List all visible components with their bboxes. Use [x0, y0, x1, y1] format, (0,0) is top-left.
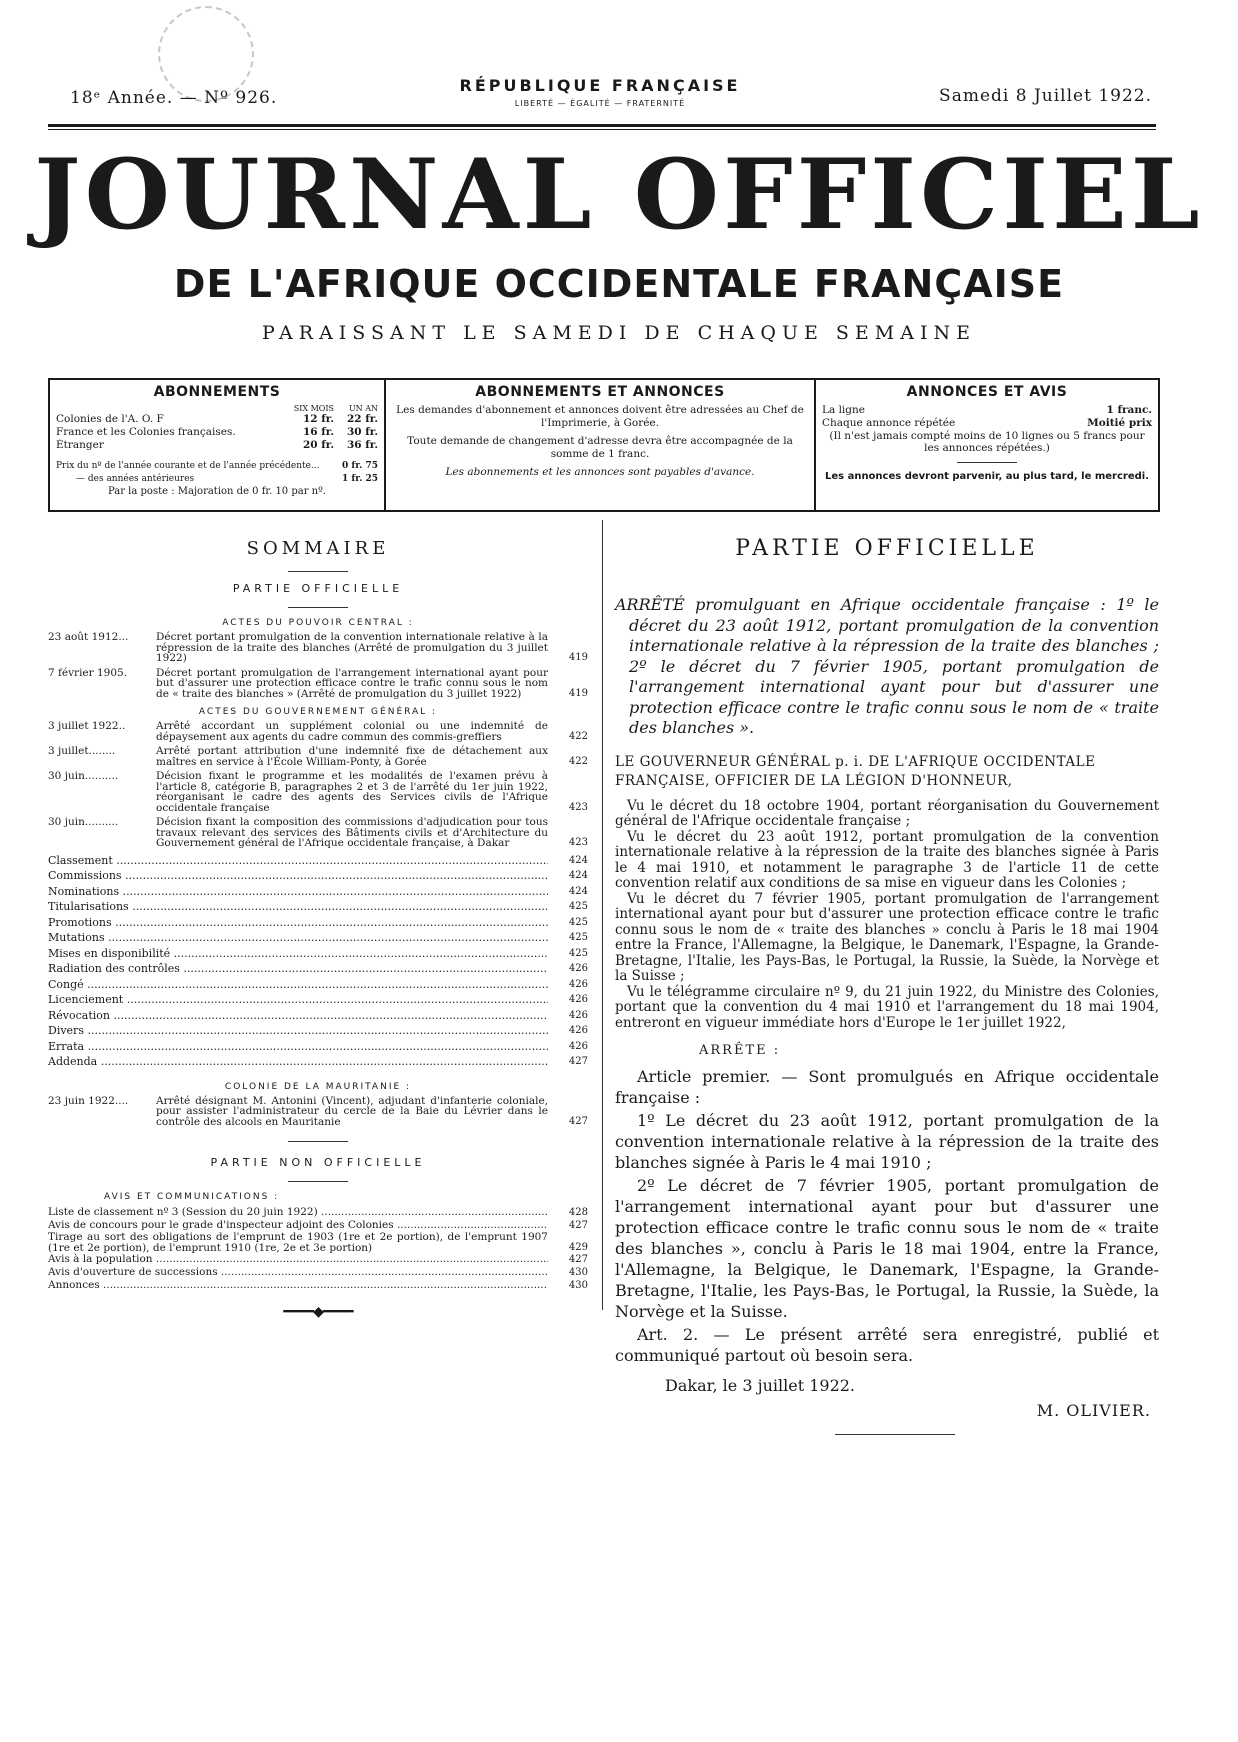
entry-date: 7 février 1905. [48, 666, 128, 679]
avis-heading: AVIS ET COMMUNICATIONS : [104, 1192, 280, 1202]
entry-text: Décret portant promulgation de la convention internationale relative à la répression de la traite des blanches (Arrêté de promulgation du 3 juillet 1922) [156, 631, 548, 664]
demandes-text: Les demandes d'abonnement et annonces doivent être adressées au Chef de l'Imprimerie, à Gorée. [396, 404, 804, 429]
item-page: 424 [568, 885, 588, 897]
sommaire-item[interactable] [48, 946, 588, 962]
sommaire-item[interactable] [48, 884, 588, 900]
sommaire-item[interactable] [48, 1023, 588, 1039]
abonnements-annonces-heading: ABONNEMENTS ET ANNONCES [475, 384, 725, 400]
annonces-note: (Il n'est jamais compté moins de 10 lignes ou 5 francs pour les annonces répétées.) [829, 430, 1145, 454]
item-page: 424 [568, 870, 588, 881]
prix-val: 1 fr. 25 [342, 474, 378, 484]
vu-paragraph: Vu le décret du 18 octobre 1904, portant réorganisation du Gouvernement général de l'Afrique occidentale française ; [615, 797, 1159, 829]
entry-text: Décision fixant la composition des commissions d'adjudication pour tous travaux relevant des services des Bâtiments civils et d'Architecture du Gouvernement général de l'Afrique occidentale française, à Dakar [156, 816, 548, 849]
sommaire-entry[interactable] [48, 721, 588, 742]
entry-text: Arrêté désignant M. Antonini (Vincent), adjudant d'infanterie coloniale, pour assister l'administrateur du cercle de la Baie du Lévrier dans le contrôle des alcools en Mauritanie [156, 1094, 548, 1128]
signature: M. OLIVIER. [1036, 1401, 1151, 1420]
col-un-an: UN AN [348, 404, 378, 413]
row-six: 12 fr. [302, 413, 334, 425]
section-rule [288, 607, 348, 608]
repetee-row [822, 417, 1152, 430]
entry-text: Arrêté accordant un supplément colonial ou une indemnité de dépaysement aux agents du cadre commun des commis-greffiers [156, 720, 548, 743]
entry-page: 422 [568, 730, 588, 742]
journal-title: JOURNAL OFFICIEL [34, 138, 1204, 251]
prix-row [56, 473, 378, 486]
articles [615, 1066, 1159, 1366]
entry-page: 427 [568, 1115, 588, 1127]
sommaire-item[interactable] [48, 853, 588, 869]
abonnements-col-headers [56, 404, 378, 413]
avis-page: 427 [568, 1220, 588, 1231]
ligne-label: La ligne [822, 404, 865, 416]
entry-text: Décret portant promulgation de l'arrangement international ayant pour but d'assurer une protection efficace contre le trafic connu sous le nom de « traite des blanches » (Arrêté de promulgation du 3 juillet 1922) [156, 666, 548, 700]
item-page: 425 [568, 901, 588, 912]
arrete-title: ARRÊTÉ promulguant en Afrique occidentale française : 1º le décret du 23 août 1912, portant promulgation de la convention internationale relative à la répression de la traite des blanches ; 2º le décret du 7 février 1905, portant promulgation de l'arrangement international ayant pour but d'assurer une protection efficace contre le trafic connu sous le nom de « traite des blanches ». [615, 595, 1159, 737]
avis-page: 428 [568, 1207, 588, 1218]
avis-label: Avis de concours pour le grade d'inspecteur adjoint des Colonies ..... [48, 1219, 548, 1232]
avis-label: Avis d'ouverture de successions ..... [48, 1266, 548, 1279]
article-paragraph: Article premier. — Sont promulgués en Afrique occidentale française : [615, 1067, 1159, 1107]
ligne-row [822, 404, 1152, 417]
sommaire-item[interactable] [48, 992, 588, 1008]
prix-label: Prix du nº de l'année courante et de l'année précédente... [56, 461, 320, 471]
actes-gouv-heading: ACTES DU GOUVERNEMENT GÉNÉRAL : [198, 707, 438, 717]
entry-text: Arrêté portant attribution d'une indemnité fixe de détachement aux maîtres en service à l'École William-Ponty, à Gorée [156, 745, 548, 768]
avis-label: Annonces ..... [48, 1279, 548, 1292]
avis-item[interactable] [48, 1206, 588, 1219]
header-rule-thin [48, 129, 1156, 130]
article-paragraph: Art. 2. — Le présent arrêté sera enregistré, publié et communiqué partout où besoin sera. [615, 1325, 1159, 1365]
item-label: Nominations ..... [48, 884, 548, 900]
sommaire-rule [288, 571, 348, 572]
item-label: Révocation ..... [48, 1008, 548, 1024]
column-divider [602, 520, 603, 1310]
gouverneur-line: LE GOUVERNEUR GÉNÉRAL p. i. DE L'AFRIQUE OCCIDENTALE FRANÇAISE, OFFICIER DE LA LÉGION D'HONNEUR, [615, 753, 1096, 789]
sommaire-column [48, 538, 588, 1320]
end-rule [835, 1434, 955, 1435]
sommaire-item[interactable] [48, 868, 588, 884]
republic-label: RÉPUBLIQUE FRANÇAISE [459, 76, 741, 95]
colonie-heading: COLONIE DE LA MAURITANIE : [224, 1081, 412, 1092]
row-six: 20 fr. [302, 439, 334, 451]
repetee-label: Chaque annonce répétée [822, 417, 956, 429]
item-label: Promotions ..... [48, 915, 548, 931]
row-six: 16 fr. [302, 426, 334, 438]
item-page: 425 [568, 916, 588, 928]
sommaire-item[interactable] [48, 899, 588, 915]
prix-val: 0 fr. 75 [342, 461, 378, 471]
sommaire-entry[interactable] [48, 668, 588, 700]
republic-header [440, 76, 760, 108]
sommaire-entry[interactable] [48, 817, 588, 849]
sommaire-entry[interactable] [48, 746, 588, 767]
sommaire-entry[interactable] [48, 1096, 588, 1128]
payables-text: Les abonnements et les annonces sont payables d'avance. [445, 466, 755, 478]
item-label: Mises en disponibilité ..... [48, 946, 548, 962]
avis-page: 429 [568, 1241, 588, 1253]
issue-date: Samedi 8 Juillet 1922. [939, 86, 1152, 106]
avis-label: Tirage au sort des obligations de l'emprunt de 1903 (1re et 2e portion), de l'emprunt 1907 (1re et 2e portion), de l'emprunt 1910 (1re, 2e et 3e portion) [48, 1231, 548, 1254]
abonnements-heading: ABONNEMENTS [153, 384, 281, 400]
sommaire-item[interactable] [48, 977, 588, 993]
avis-item[interactable] [48, 1266, 588, 1279]
row-an: 30 fr. [346, 426, 378, 438]
vu-considerants [615, 799, 1159, 1032]
entry-date: 3 juillet........ [48, 745, 116, 757]
signing-date: Dakar, le 3 juillet 1922. [665, 1376, 856, 1395]
section-rule [288, 1181, 348, 1182]
entry-page: 419 [568, 652, 588, 663]
avis-item[interactable] [48, 1253, 588, 1266]
item-label: Titularisations ..... [48, 899, 548, 915]
arrete-label: ARRÊTE : [699, 1043, 781, 1058]
item-page: 425 [568, 932, 588, 943]
item-page: 427 [568, 1056, 588, 1067]
vu-paragraph: Vu le décret du 7 février 1905, portant promulgation de l'arrangement international ayant pour but d'assurer une protection efficace contre le trafic connu sous le nom de « traite des blanches » conclu à Paris le 18 mai 1904 entre la France, l'Allemagne, la Belgique, le Danemark, l'Espagne, la Grande-Bretagne, l'Italie, les Pays-Bas, le Portugal, la Russie, la Suède, la Norvège et la Suisse ; [615, 890, 1159, 984]
abonnement-row [56, 413, 378, 426]
item-label: Licenciement ..... [48, 992, 548, 1008]
partie-officielle-title: PARTIE OFFICIELLE [735, 536, 1039, 561]
item-label: Congé ..... [48, 977, 548, 993]
item-label: Radiation des contrôles ..... [48, 961, 548, 977]
sommaire-item[interactable] [48, 1008, 588, 1024]
entry-page: 423 [568, 837, 588, 848]
box-divider [957, 462, 1017, 463]
entry-date: 23 juin 1922.... [48, 1094, 129, 1107]
publication-frequency: PARAISSANT LE SAMEDI DE CHAQUE SEMAINE [262, 322, 976, 344]
entry-page: 422 [568, 755, 588, 767]
item-label: Addenda ..... [48, 1054, 548, 1070]
abonnement-row [56, 439, 378, 452]
header-rule [48, 124, 1156, 127]
sommaire-entry[interactable] [48, 771, 588, 813]
partie-officielle-column [615, 536, 1159, 1435]
row-label: Colonies de l'A. O. F [56, 413, 164, 425]
avis-item[interactable] [48, 1279, 588, 1292]
item-label: Errata ..... [48, 1039, 548, 1055]
entry-date: 30 juin.......... [48, 770, 119, 782]
actes-central-heading: ACTES DU POUVOIR CENTRAL : [222, 618, 414, 628]
item-label: Commissions ..... [48, 868, 548, 884]
item-page: 424 [568, 854, 588, 866]
item-page: 426 [568, 1009, 588, 1021]
subscription-boxes [48, 378, 1160, 512]
article-paragraph: 1º Le décret du 23 août 1912, portant promulgation de la convention internationale relative à la répression de la traite des blanches signée à Paris le 4 mai 1910 ; [615, 1111, 1159, 1172]
sommaire-item[interactable] [48, 961, 588, 977]
ligne-val: 1 franc. [1106, 404, 1152, 416]
sommaire-item[interactable] [48, 1039, 588, 1055]
sommaire-item[interactable] [48, 1054, 588, 1070]
changement-text: Toute demande de changement d'adresse devra être accompagnée de la somme de 1 franc. [407, 435, 793, 460]
partie-officielle-heading: PARTIE OFFICIELLE [232, 582, 404, 595]
prix-row [56, 460, 378, 473]
entry-date: 30 juin.......... [48, 816, 119, 828]
entry-page: 423 [568, 801, 588, 813]
item-label: Mutations ..... [48, 930, 548, 946]
avis-label: Avis à la population ..... [48, 1253, 548, 1266]
item-page: 426 [568, 1025, 588, 1036]
row-label: France et les Colonies françaises. [56, 426, 236, 438]
item-page: 426 [568, 994, 588, 1005]
annonces-avis-heading: ANNONCES ET AVIS [906, 384, 1068, 400]
avis-page: 430 [568, 1267, 588, 1278]
item-label: Divers ..... [48, 1023, 548, 1039]
item-page: 426 [568, 1040, 588, 1052]
row-an: 22 fr. [346, 413, 378, 425]
entry-date: 3 juillet 1922.. [48, 720, 126, 732]
poste-note: Par la poste : Majoration de 0 fr. 10 par nº. [107, 486, 326, 497]
item-page: 425 [568, 947, 588, 959]
sommaire-heading: SOMMAIRE [246, 538, 390, 559]
sommaire-entry[interactable] [48, 632, 588, 664]
partie-non-officielle-heading: PARTIE NON OFFICIELLE [210, 1156, 426, 1169]
row-an: 36 fr. [346, 439, 378, 451]
avis-item[interactable] [48, 1232, 588, 1253]
avis-page: 430 [568, 1280, 588, 1291]
ornament-divider: ━━━━◆━━━━ [283, 1304, 353, 1320]
sommaire-item[interactable] [48, 930, 588, 946]
item-page: 426 [568, 978, 588, 990]
avis-page: 427 [568, 1254, 588, 1265]
avis-label: Liste de classement nº 3 (Session du 20 juin 1922) ..... [48, 1206, 548, 1219]
col-six-mois: SIX MOIS [293, 404, 334, 413]
item-label: Classement ..... [48, 853, 548, 869]
article-paragraph: 2º Le décret de 7 février 1905, portant promulgation de l'arrangement international ayant pour but d'assurer une protection efficace contre le trafic connu sous le nom de « traite des blanches », conclu à Paris le 18 mai 1904, entre la France, l'Allemagne, la Belgique, le Danemark, l'Espagne, la Grande-Bretagne, l'Italie, les Pays-Bas, le Portugal, la Russie, la Suède, la Norvège et la Suisse. [615, 1176, 1159, 1321]
abonnements-box [50, 380, 386, 510]
vu-paragraph: Vu le télégramme circulaire nº 9, du 21 juin 1922, du Ministre des Colonies, portant que la convention du 4 mai 1910 et l'arrangement du 18 mai 1904, entreront en vigueur immédiate hors d'Europe le 1er juillet 1922, [615, 983, 1159, 1031]
section-rule [288, 1141, 348, 1142]
abonnements-annonces-box [386, 380, 816, 510]
item-page: 426 [568, 963, 588, 974]
issue-number: 18ᵉ Année. — Nº 926. [70, 88, 278, 108]
motto: LIBERTÉ — ÉGALITÉ — FRATERNITÉ [514, 99, 686, 108]
journal-subtitle: DE L'AFRIQUE OCCIDENTALE FRANÇAISE [173, 262, 1065, 306]
abonnement-row [56, 426, 378, 439]
sommaire-item[interactable] [48, 915, 588, 931]
prix-label: — des années antérieures [76, 474, 195, 484]
row-label: Étranger [56, 439, 104, 451]
annonces-avis-box [816, 380, 1158, 510]
entry-text: Décision fixant le programme et les modalités de l'examen prévu à l'article 8, catégorie B, paragraphes 2 et 3 de l'arrêté du 1er juin 1922, réorganisant le cadre des agents des Services civils de l'Afrique occidentale française [156, 770, 548, 814]
repetee-val: Moitié prix [1087, 417, 1152, 429]
entry-date: 23 août 1912... [48, 631, 129, 643]
delai-text: Les annonces devront parvenir, au plus tard, le mercredi. [824, 471, 1149, 482]
vu-paragraph: Vu le décret du 23 août 1912, portant promulgation de la convention internationale relative à la répression de la traite des blanches signée à Paris le 4 mai 1910, et notamment le paragraphe 3 de l'article 11 de cette convention relatif aux conditions de sa mise en vigueur dans les Colonies ; [615, 828, 1159, 891]
entry-page: 419 [568, 687, 588, 699]
